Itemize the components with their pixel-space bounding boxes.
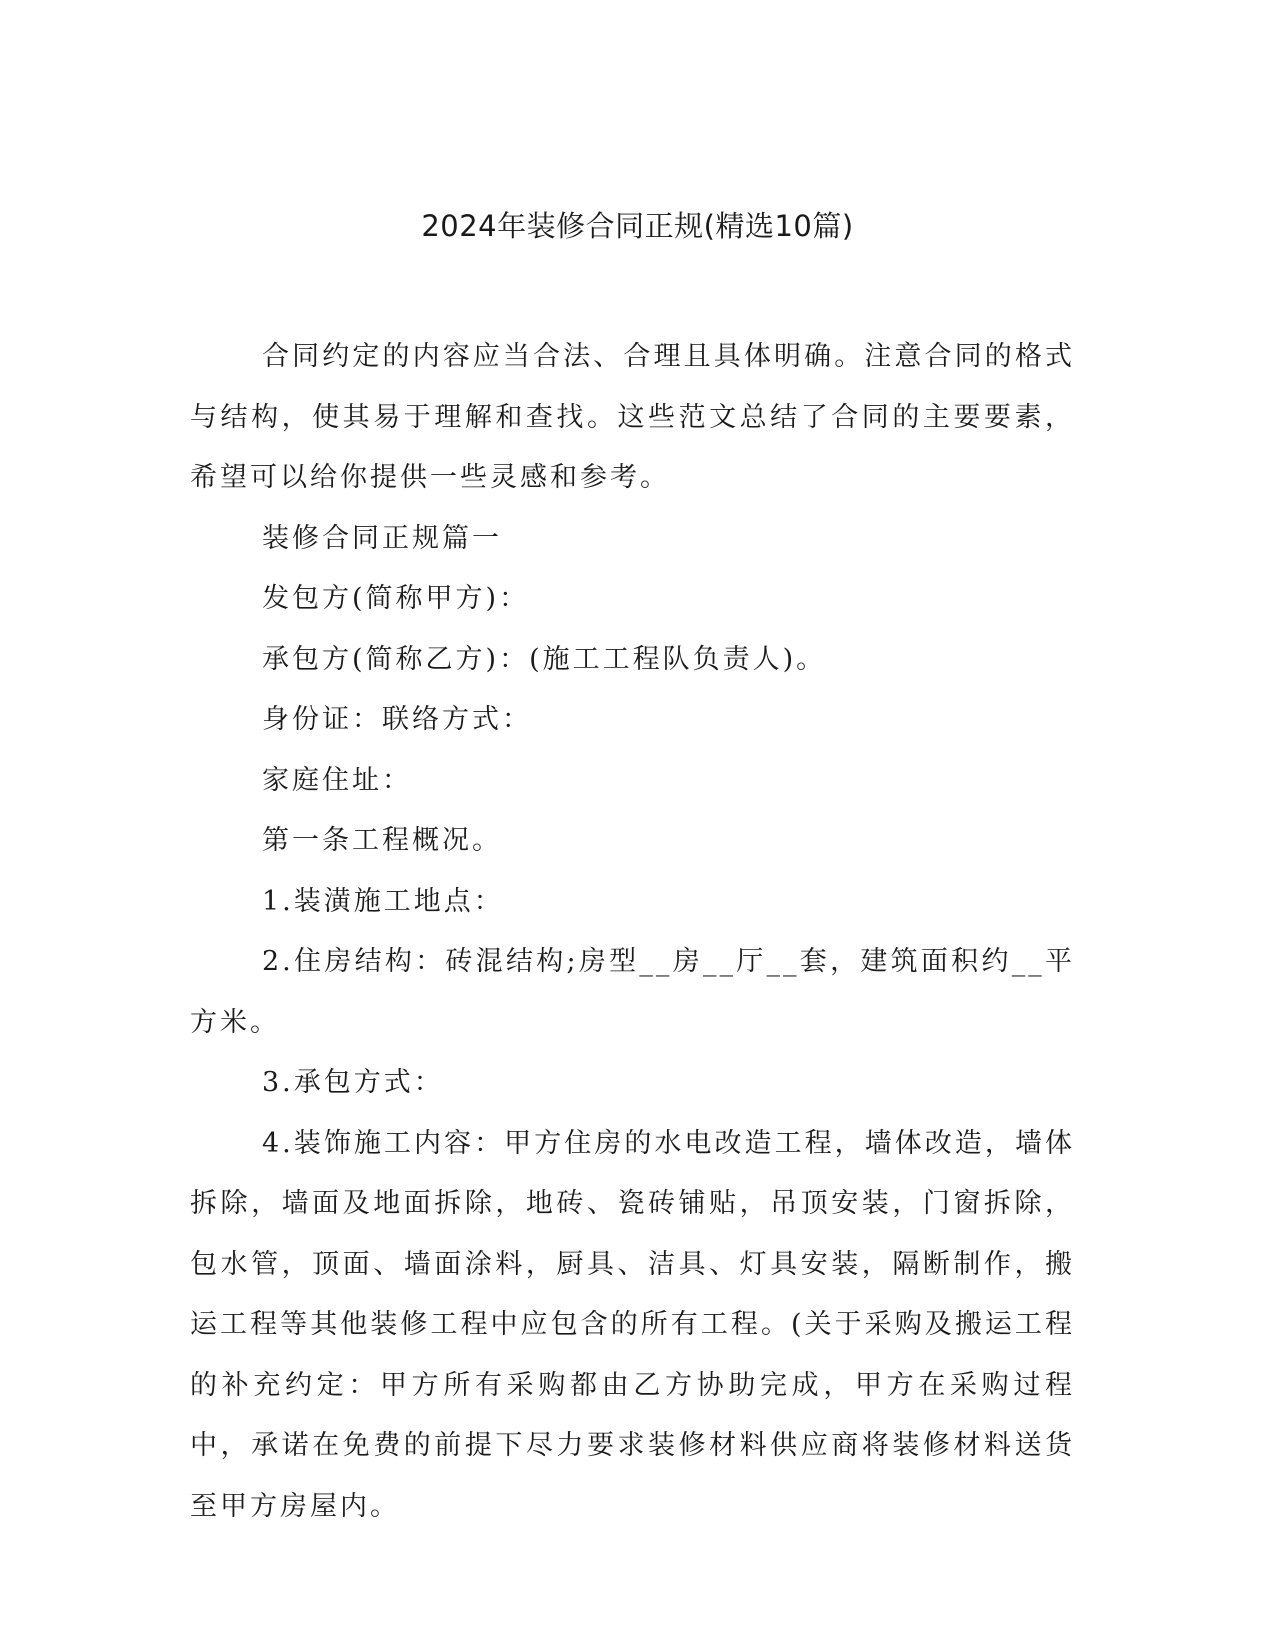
- address-line: 家庭住址：: [262, 764, 412, 796]
- clause-3: 3.承包方式：: [262, 1067, 444, 1098]
- id-contact-line: 身份证：联络方式：: [262, 704, 532, 735]
- section-heading: 装修合同正规篇一: [262, 522, 502, 554]
- party-b-line: 承包方(简称乙方)：(施工工程队负责人)。: [262, 643, 827, 675]
- clause-4: 4.装饰施工内容：甲方住房的水电改造工程，墙体改造，墙体拆除，墙面及地面拆除，地砖、瓷砖铺贴，吊顶安装，门窗拆除，包水管，顶面、墙面涂料，厨具、洁具、灯具安装，隔断制作，搬运工程等其他装修工程中应包含的所有工程。(关于采购及搬运工程的补充约定：甲方所有采购都由乙方协助完成，甲方在采购过程中，承诺在免费的前提下尽力要求装修材料供应商将装修材料送货至甲方房屋内。: [190, 1127, 1075, 1522]
- document-body: [190, 327, 1075, 1537]
- article-one-heading: 第一条工程概况。: [262, 825, 502, 856]
- clause-2: 2.住房结构：砖混结构;房型__房__厅__套，建筑面积约__平方米。: [190, 946, 1075, 1038]
- party-a-line: 发包方(简称甲方)：: [262, 583, 530, 614]
- clause-1: 1.装潢施工地点：: [262, 885, 504, 917]
- document-title: 2024年装修合同正规(精选10篇): [421, 209, 854, 243]
- intro-paragraph: 合同约定的内容应当合法、合理且具体明确。注意合同的格式与结构，使其易于理解和查找。这些范文总结了合同的主要要素，希望可以给你提供一些灵感和参考。: [190, 341, 1075, 493]
